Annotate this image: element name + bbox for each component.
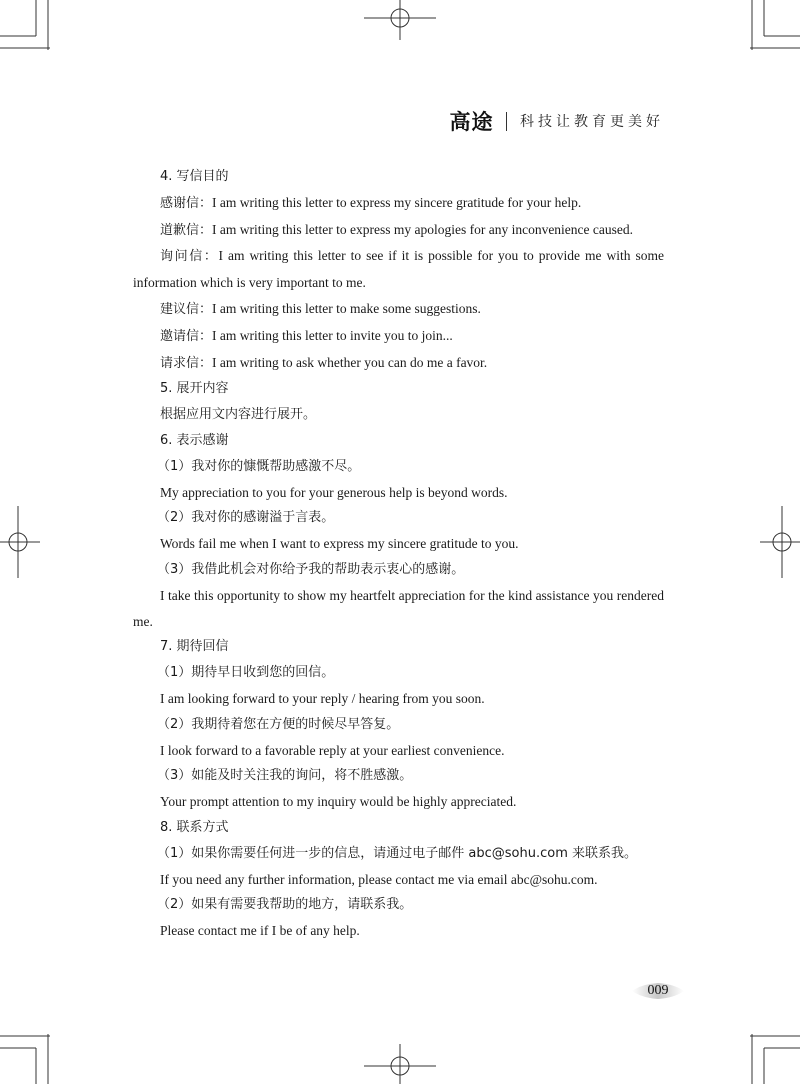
header-brand <box>450 106 665 136</box>
letter-purpose-line <box>133 243 664 296</box>
phrase-chinese: （1）期待早日收到您的回信。 <box>157 665 335 681</box>
letter-purpose-line <box>133 190 664 217</box>
brand-logo: 高途 <box>449 110 494 134</box>
letter-purpose-line <box>133 323 664 350</box>
letter-type-label: 建议信： <box>160 301 213 317</box>
phrase-english: I look forward to a favorable reply at your earliest convenience. <box>160 742 505 758</box>
section-heading: 4. 写信目的 <box>160 169 229 184</box>
letter-purpose-text: I am writing this letter to see if it is possible for you to provide me with some information which is very important to me. <box>133 248 664 291</box>
phrase-chinese: （2）我对你的感谢溢于言表。 <box>157 510 335 526</box>
page-number: 009 <box>647 983 669 998</box>
letter-type-label: 询问信： <box>160 249 219 265</box>
letter-purpose-line <box>133 296 664 323</box>
phrase-english: If you need any further information, please contact me via email abc@sohu.com. <box>160 871 598 887</box>
letter-type-label: 道歉信： <box>160 222 213 238</box>
phrase-chinese: （2）如果有需要我帮助的地方，请联系我。 <box>157 897 413 913</box>
letter-purpose-text: I am writing to ask whether you can do me a favor. <box>212 354 488 370</box>
phrase-chinese: （1）如果你需要任何进一步的信息，请通过电子邮件 abc@sohu.com 来联系我。 <box>157 845 638 861</box>
brand-divider <box>506 112 508 131</box>
letter-purpose-line <box>133 217 664 244</box>
phrase-english: Your prompt attention to my inquiry would be highly appreciated. <box>160 794 517 810</box>
section-heading: 7. 期待回信 <box>160 639 229 655</box>
section-heading: 8. 联系方式 <box>160 819 229 835</box>
phrase-chinese: （3）我借此机会对你给予我的帮助表示衷心的感谢。 <box>157 561 465 577</box>
phrase-english: My appreciation to you for your generous help is beyond words. <box>160 484 508 500</box>
page-number-badge <box>632 980 684 1002</box>
page-content <box>133 164 664 944</box>
phrase-chinese: （1）我对你的慷慨帮助感激不尽。 <box>157 458 361 474</box>
letter-type-label: 邀请信： <box>160 328 213 344</box>
section-heading: 6. 表示感谢 <box>160 432 229 448</box>
letter-type-label: 请求信： <box>160 355 213 371</box>
phrase-chinese: （3）如能及时关注我的询问，将不胜感激。 <box>157 768 413 784</box>
letter-purpose-text: I am writing this letter to make some suggestions. <box>212 300 481 316</box>
letter-purpose-text: I am writing this letter to express my sincere gratitude for your help. <box>212 194 582 210</box>
section-text: 根据应用文内容进行展开。 <box>160 407 317 423</box>
section-heading: 5. 展开内容 <box>160 381 229 397</box>
phrase-english: I am looking forward to your reply / hearing from you soon. <box>160 690 485 706</box>
phrase-chinese: （2）我期待着您在方便的时候尽早答复。 <box>157 716 400 732</box>
phrase-english: I take this opportunity to show my heartfelt appreciation for the kind assistance you rendered me. <box>133 587 664 629</box>
letter-purpose-text: I am writing this letter to invite you to join... <box>212 327 453 343</box>
letter-purpose-line <box>133 350 664 377</box>
phrase-english: Words fail me when I want to express my sincere gratitude to you. <box>160 536 519 552</box>
letter-type-label: 感谢信： <box>160 195 213 211</box>
brand-slogan: 科技让教育更美好 <box>520 114 664 130</box>
phrase-english: Please contact me if I be of any help. <box>160 923 360 939</box>
letter-purpose-text: I am writing this letter to express my apologies for any inconvenience caused. <box>212 221 634 237</box>
